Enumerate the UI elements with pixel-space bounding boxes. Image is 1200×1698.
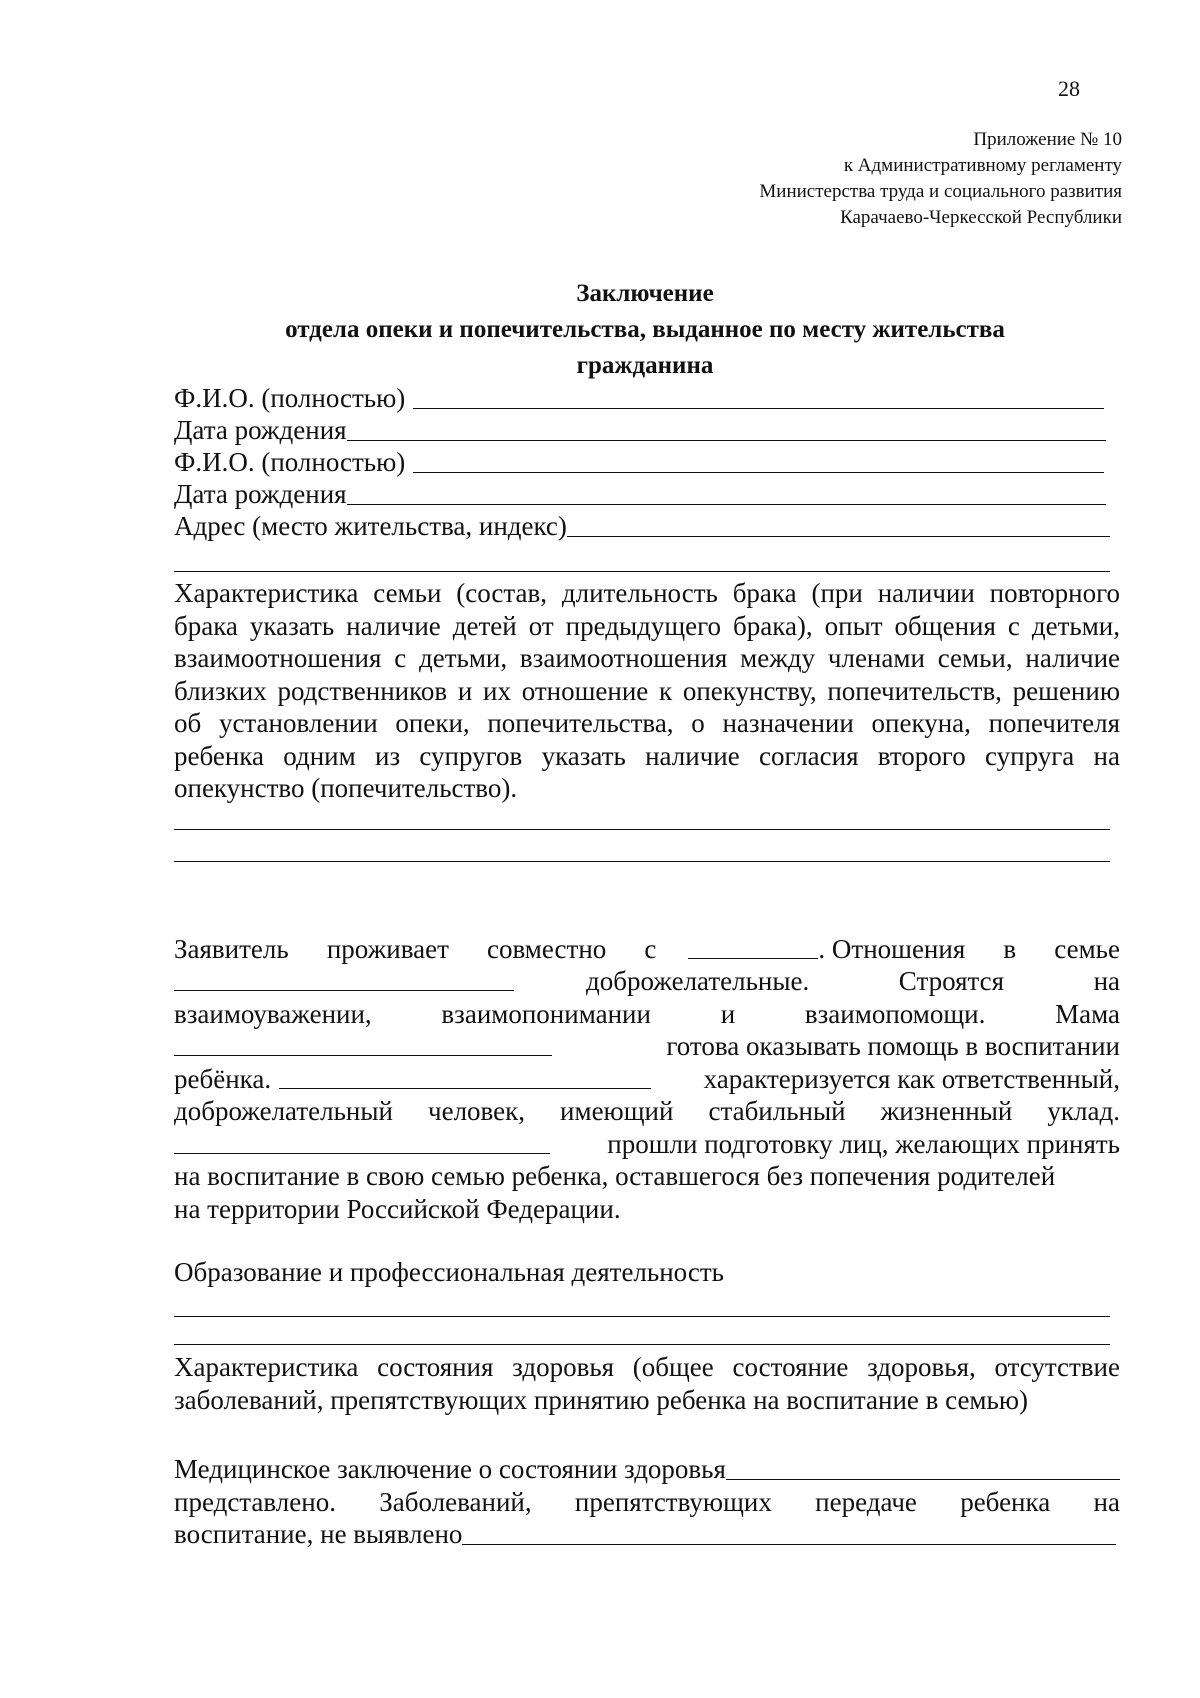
word: ребёнка. — [174, 1063, 272, 1094]
appendix-header — [759, 127, 1122, 231]
medical-row-3-text: воспитание, не выявлено — [174, 1519, 463, 1549]
relations-blank[interactable] — [174, 990, 514, 991]
applicant-row-8-text: на воспитание в свою семью ребенка, оставшегося без попечения родителей — [174, 1161, 1056, 1191]
applicant-row-9 — [174, 1192, 1120, 1225]
applicant-row-4-text: готова оказывать помощь в воспитании — [666, 1031, 1120, 1061]
word: взаимопонимании — [441, 998, 651, 1029]
word: имеющий — [560, 1096, 674, 1126]
word: семье — [1054, 933, 1120, 964]
applicant-row-5-text: характеризуется как ответственный, — [703, 1063, 1120, 1094]
field-fio-2 — [174, 446, 1104, 478]
field-address-line[interactable] — [567, 536, 1110, 537]
mother-name-blank[interactable] — [174, 1055, 552, 1056]
word: человек, — [428, 1096, 525, 1126]
education-label: Образование и профессиональная деятельность — [174, 1257, 724, 1287]
field-dob-1-line[interactable] — [347, 440, 1106, 441]
word: взаимопомощи. — [804, 998, 986, 1029]
medical-row-3 — [174, 1518, 1116, 1550]
field-fio-2-label: Ф.И.О. (полностью) — [174, 447, 406, 477]
title-line-3: гражданина — [576, 352, 714, 379]
applicant-paragraph — [174, 932, 1120, 1225]
applicant-row-8 — [174, 1160, 1120, 1193]
document-title — [160, 276, 1130, 384]
persons-blank[interactable] — [174, 1153, 550, 1154]
word: передаче — [815, 1486, 917, 1517]
word: на — [1093, 966, 1120, 996]
word: ребенка — [960, 1486, 1051, 1517]
word: Строятся — [898, 966, 1005, 996]
word: совместно — [487, 933, 607, 964]
family-answer-line-2[interactable] — [174, 861, 1110, 862]
address-continuation-line[interactable] — [174, 571, 1110, 572]
word: Заболеваний, — [379, 1486, 532, 1517]
applicant-row-9-text: на территории Российской Федерации. — [174, 1193, 621, 1224]
word: с — [644, 933, 657, 964]
word: и — [720, 998, 736, 1029]
field-fio-1-label: Ф.И.О. (полностью) — [174, 383, 406, 413]
word: . Отношения — [818, 933, 966, 964]
word: представлено. — [174, 1486, 336, 1517]
word: уклад. — [1047, 1096, 1120, 1126]
appendix-line-4: Карачаево-Черкесской Республики — [840, 207, 1122, 228]
applicant-row-1 — [174, 932, 1120, 965]
applicant-row-5 — [174, 1062, 1120, 1095]
field-dob-2-label: Дата рождения — [174, 479, 347, 509]
education-answer-line-1[interactable] — [174, 1316, 1110, 1317]
medical-row-2 — [174, 1485, 1120, 1518]
medical-row-3-blank[interactable] — [462, 1544, 1116, 1545]
appendix-line-1: Приложение № 10 — [973, 129, 1122, 150]
person-blank-1[interactable] — [279, 1088, 651, 1089]
family-answer-line-1[interactable] — [174, 829, 1110, 830]
applicant-row-7 — [174, 1127, 1120, 1160]
field-dob-2 — [174, 478, 1106, 510]
word: проживает — [326, 933, 449, 964]
cohabitant-blank[interactable] — [688, 958, 818, 959]
health-characteristics: Характеристика состояния здоровья (общее состояние здоровья, отсутствие заболеваний, препятствующих принятию ребенка на воспитание в семью) — [174, 1352, 1120, 1415]
appendix-line-3: Министерства труда и социального развития — [759, 181, 1122, 202]
appendix-line-2: к Административному регламенту — [843, 155, 1122, 176]
word: жизненный — [880, 1096, 1013, 1126]
applicant-row-3 — [174, 997, 1120, 1030]
field-fio-2-line[interactable] — [413, 472, 1104, 473]
field-address — [174, 510, 1110, 542]
field-fio-1-line[interactable] — [413, 408, 1104, 409]
word: в — [1003, 933, 1017, 964]
word: препятствующих — [574, 1486, 772, 1517]
word: взаимоуважении, — [174, 998, 372, 1029]
applicant-row-2 — [174, 965, 1120, 998]
title-line-2: отдела опеки и попечительства, выданное по месту жительства — [285, 316, 1005, 343]
field-dob-2-line[interactable] — [347, 504, 1106, 505]
field-address-label: Адрес (место жительства, индекс) — [174, 511, 567, 541]
medical-label: Медицинское заключение о состоянии здоровья — [174, 1454, 726, 1484]
medical-blank[interactable] — [726, 1479, 1120, 1480]
word: Мама — [1055, 998, 1120, 1029]
title-line-1: Заключение — [576, 280, 714, 307]
field-fio-1 — [174, 382, 1104, 414]
applicant-row-4 — [174, 1030, 1120, 1063]
word: Заявитель — [174, 933, 289, 964]
word: стабильный — [708, 1096, 846, 1126]
education-answer-line-2[interactable] — [174, 1344, 1110, 1345]
word: доброжелательные. — [586, 966, 810, 996]
family-characteristics: Характеристика семьи (состав, длительность брака (при наличии повторного брака указать наличие детей от предыдущего брака), опыт общения с детьми, взаимоотношения с детьми, взаимоотношения между членами семьи, наличие близких родственников и их отношение к опекунству, попечительств, решению об установлении опеки, попечительства, о назначении опекуна, попечителя ребенка одним из супругов указать наличие согласия второго супруга на опекунство (попечительство). — [174, 578, 1120, 803]
field-dob-1 — [174, 414, 1106, 446]
applicant-row-7-text: прошли подготовку лиц, желающих принять — [607, 1128, 1120, 1159]
applicant-row-6 — [174, 1095, 1120, 1128]
page-number: 28 — [1058, 76, 1080, 101]
field-dob-1-label: Дата рождения — [174, 415, 347, 445]
word: на — [1093, 1486, 1120, 1517]
word: доброжелательный — [174, 1096, 393, 1126]
medical-conclusion-row — [174, 1453, 1120, 1485]
